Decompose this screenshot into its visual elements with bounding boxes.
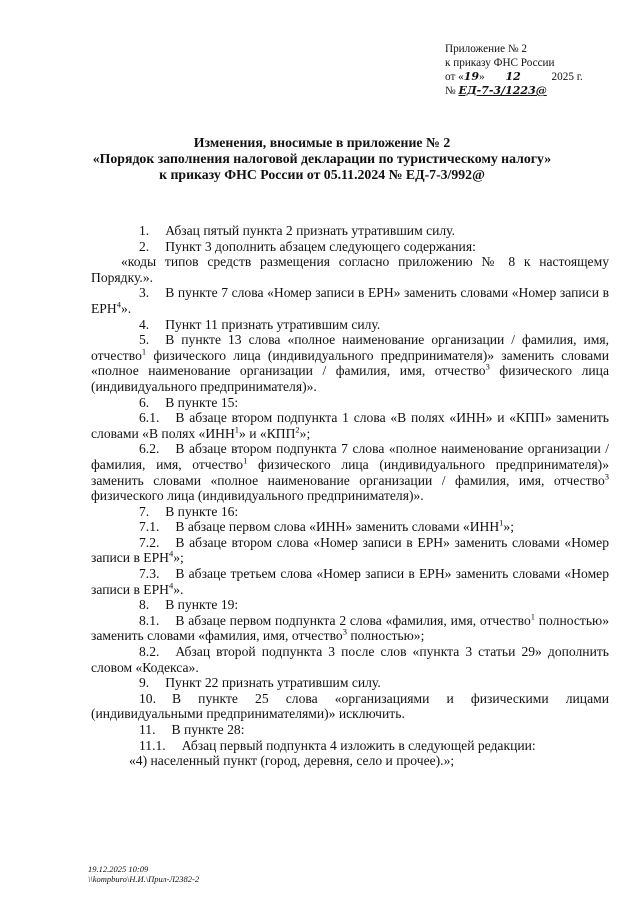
header-order-ref: к приказу ФНС России xyxy=(445,57,555,69)
list-item: 6.2. В абзаце втором подпункта 7 слова «полное наименование организации / фамилия, имя, отчество$^1$ физического лица (индивидуального предпринимателя)» заменить словами «полное наименование организации / фамилия, имя, отчество$^3$ физического лица (индивидуального предпринимателя)». xyxy=(91,441,609,504)
list-item: 9. Пункт 22 признать утратившим силу. xyxy=(139,675,381,691)
list-item: 6.1. В абзаце втором подпункта 1 слова «В полях «ИНН» и «КПП» заменить словами «В полях «ИНН$^1$» и «КПП$^2$»; xyxy=(91,410,609,441)
document-body xyxy=(91,223,609,769)
list-item: 8. В пункте 19: xyxy=(139,597,239,613)
footer-date: 19.12.2025 10:09 xyxy=(88,864,149,874)
list-item: 5. В пункте 13 слова «полное наименование организации / фамилия, имя, отчество$^1$ физического лица (индивидуального предпринимателя)» заменить словами «полное наименование организации / фамилия, имя, отчество$^3$ физического лица (индивидуального предпринимателя)». xyxy=(91,332,609,394)
approval-header xyxy=(445,42,583,98)
footer-path: \\kompburo\Н.И.\Прил-Л2382-2 xyxy=(88,874,200,884)
list-item: 1. Абзац пятый пункта 2 признать утратившим силу. xyxy=(139,223,455,238)
list-item: «4) населенный пункт (город, деревня, село и прочее).»; xyxy=(129,753,455,769)
handwritten-order-number: ЕД-7-3/1223@ xyxy=(458,84,547,97)
list-item: 10. В пункте 25 слова «организациями и физическими лицами (индивидуальными предпринимателями)» исключить. xyxy=(91,690,609,722)
list-item: 7.1. В абзаце первом слова «ИНН» заменить словами «ИНН$^1$»; xyxy=(139,517,514,535)
list-item: 11.1. Абзац первый подпункта 4 изложить в следующей редакции: xyxy=(139,737,536,753)
list-item: 2. Пункт 3 дополнить абзацем следующего содержания: xyxy=(139,238,476,254)
header-date-line: от «19» 12 2025 г. xyxy=(445,70,583,83)
list-item: 8.2. Абзац второй подпункта 3 после слов «пункта 3 статьи 29» дополнить словом «Кодекса». xyxy=(91,644,609,675)
header-year: 2025 г. xyxy=(551,71,583,83)
list-item: «коды типов средств размещения согласно приложению № 8 к настоящему Порядку.». xyxy=(91,254,609,285)
list-item: 8.1. В абзаце первом подпункта 2 слова «фамилия, имя, отчество$^1$ полностью» заменить словами «фамилия, имя, отчество$^3$ полностью»; xyxy=(91,611,609,644)
document-title: Изменения, вносимые в приложение № 2 «Порядок заполнения налоговой декларации по туристическому налогу» к приказу ФНС России от 05.11.2024 № ЕД-7-3/992@ xyxy=(92,135,552,182)
list-item: 11. В пункте 28: xyxy=(139,722,245,737)
handwritten-day: 19 xyxy=(463,70,480,83)
list-item: 4. Пункт 11 признать утратившим силу. xyxy=(139,316,381,332)
handwritten-month: 12 xyxy=(505,70,521,83)
list-item: 6. В пункте 15: xyxy=(139,394,239,410)
list-item: 7. В пункте 16: xyxy=(139,503,239,519)
list-item: 7.3. В абзаце третьем слова «Номер записи в ЕРН» заменить словами «Номер записи в ЕРН$^4$». xyxy=(91,566,609,597)
footer-meta xyxy=(88,864,199,884)
list-item: 7.2. В абзаце втором слова «Номер записи в ЕРН» заменить словами «Номер записи в ЕРН$^4$»; xyxy=(91,534,609,566)
header-appendix: Приложение № 2 xyxy=(445,43,527,55)
list-item: 3. В пункте 7 слова «Номер записи в ЕРН» заменить словами «Номер записи в ЕРН$^4$». xyxy=(91,285,609,316)
header-number-line: № ЕД-7-3/1223@ xyxy=(445,84,547,97)
